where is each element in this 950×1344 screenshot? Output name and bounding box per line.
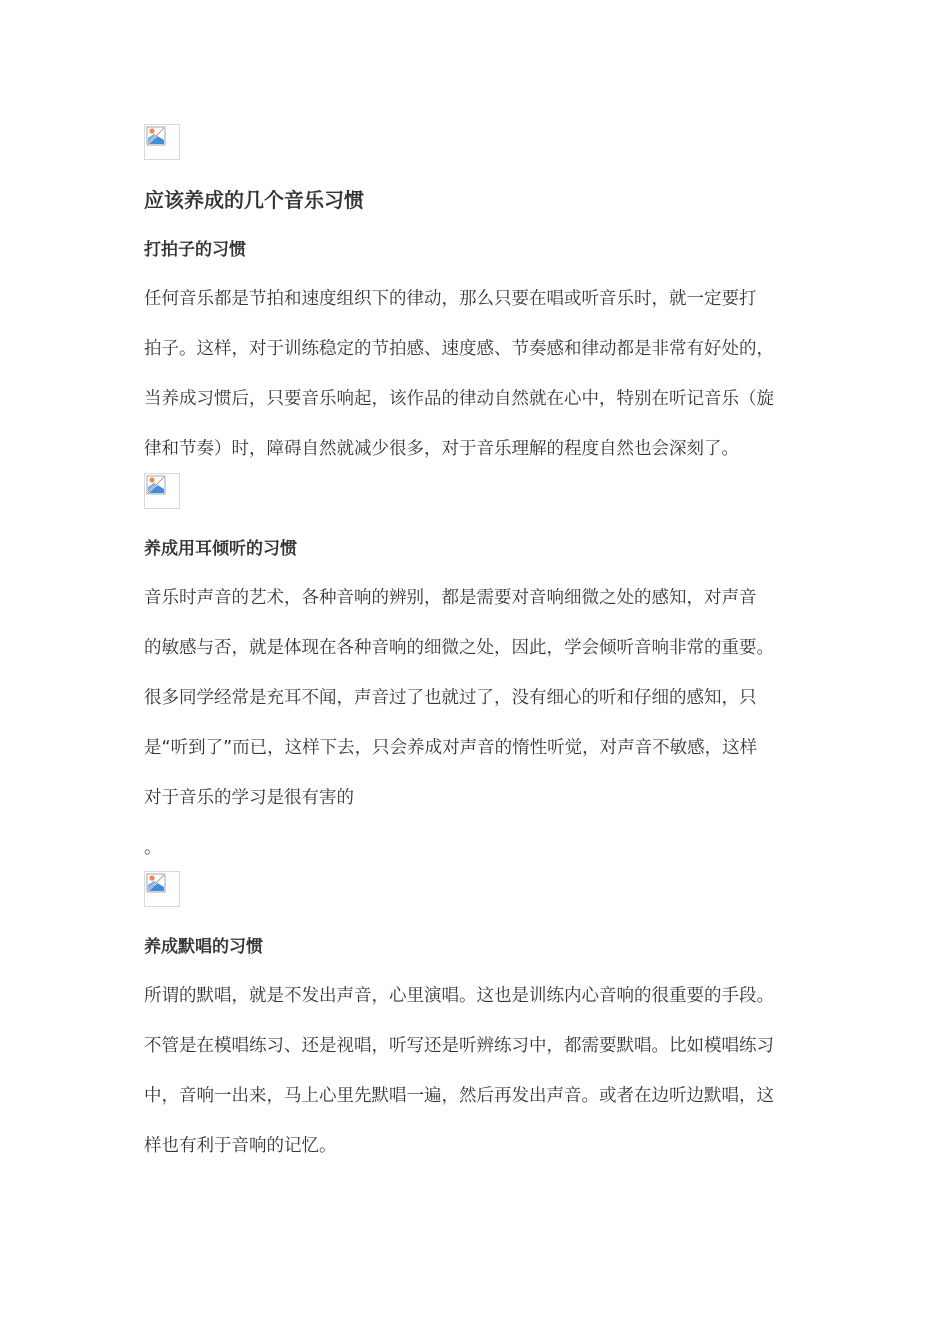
- paragraph-line: 当养成习惯后，只要音乐响起，该作品的律动自然就在心中，特别在听记音乐（旋: [144, 389, 774, 409]
- section-heading-clapping: 打拍子的习惯: [144, 240, 246, 260]
- paragraph-line: 律和节奏）时，障碍自然就减少很多，对于音乐理解的程度自然也会深刻了。: [144, 439, 739, 459]
- paragraph-line: 所谓的默唱，就是不发出声音，心里演唱。这也是训练内心音响的很重要的手段。: [144, 986, 774, 1006]
- paragraph-line: 不管是在模唱练习、还是视唱，听写还是听辨练习中，都需要默唱。比如模唱练习: [144, 1036, 774, 1056]
- broken-image-icon: [144, 871, 180, 907]
- broken-image-icon: [144, 124, 180, 160]
- paragraph-line: 样也有利于音响的记忆。: [144, 1136, 337, 1156]
- section-paragraph-clapping: [144, 274, 810, 474]
- paragraph-line: 对于音乐的学习是很有害的: [144, 788, 354, 808]
- paragraph-line: 音乐时声音的艺术，各种音响的辨别，都是需要对音响细微之处的感知，对声音: [144, 588, 757, 608]
- paragraph-line: 。: [144, 838, 162, 858]
- broken-image-icon: [144, 473, 180, 509]
- paragraph-line: 拍子。这样，对于训练稳定的节拍感、速度感、节奏感和律动都是非常有好处的，: [144, 339, 774, 359]
- paragraph-line: 中，音响一出来，马上心里先默唱一遍，然后再发出声音。或者在边听边默唱，这: [144, 1086, 774, 1106]
- document-title: 应该养成的几个音乐习惯: [144, 188, 364, 212]
- paragraph-line: 是“听到了”而已，这样下去，只会养成对声音的惰性听觉，对声音不敏感，这样: [144, 738, 758, 758]
- paragraph-line: 的敏感与否，就是体现在各种音响的细微之处，因此，学会倾听音响非常的重要。: [144, 638, 774, 658]
- section-heading-silent-singing: 养成默唱的习惯: [144, 937, 263, 957]
- paragraph-line: 很多同学经常是充耳不闻，声音过了也就过了，没有细心的听和仔细的感知，只: [144, 688, 757, 708]
- section-paragraph-silent-singing: [144, 971, 810, 1171]
- section-heading-listening: 养成用耳倾听的习惯: [144, 539, 297, 559]
- paragraph-line: 任何音乐都是节拍和速度组织下的律动，那么只要在唱或听音乐时，就一定要打: [144, 289, 757, 309]
- section-paragraph-listening: [144, 573, 810, 873]
